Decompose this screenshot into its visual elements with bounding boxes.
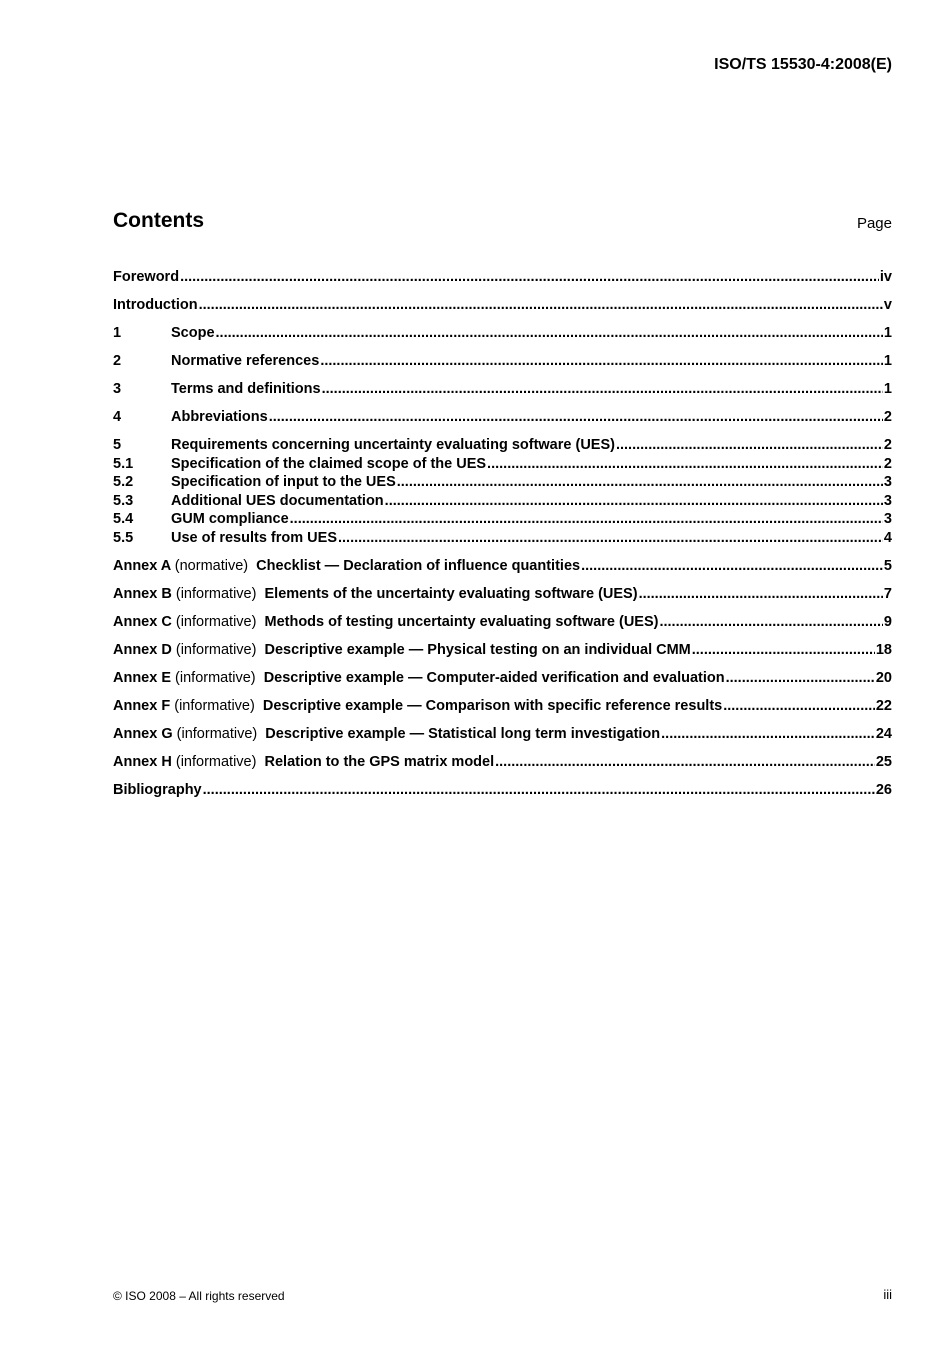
- toc-entry-page: 18: [875, 641, 892, 658]
- toc-entry-title: Scope: [171, 325, 215, 341]
- dot-leader: [385, 492, 883, 511]
- annex-label: Annex F: [113, 697, 171, 714]
- toc-entry-annex-g[interactable]: [113, 725, 892, 744]
- toc-entry-number: 5.3: [113, 492, 134, 509]
- annex-label: Annex E: [113, 669, 172, 686]
- dot-leader: [639, 585, 883, 604]
- toc-entry-title: GUM compliance: [171, 511, 289, 527]
- annex-label: Annex B: [113, 585, 172, 602]
- dot-leader: [616, 436, 883, 455]
- dot-leader: [723, 697, 875, 716]
- toc-entry-annex-h[interactable]: [113, 753, 892, 772]
- annex-kind: (informative): [176, 725, 258, 742]
- toc-entry-foreword[interactable]: [113, 268, 892, 287]
- toc-entry-title: [113, 585, 638, 604]
- annex-kind: (informative): [175, 613, 257, 630]
- annex-kind: (informative): [175, 669, 256, 686]
- toc-entry-title: [113, 557, 580, 576]
- toc-entry-page: 26: [875, 781, 892, 798]
- toc-entry-number: 5.5: [113, 529, 134, 546]
- dot-leader: [216, 324, 883, 343]
- document-id: ISO/TS 15530-4:2008(E): [714, 56, 892, 73]
- toc-entry-number: 5.2: [113, 474, 134, 490]
- copyright-notice: © ISO 2008 – All rights reserved: [113, 1289, 285, 1303]
- dot-leader: [726, 669, 875, 688]
- toc-entry-title: [113, 753, 494, 772]
- toc-entry-annex-d[interactable]: [113, 641, 892, 660]
- annex-title: Descriptive example — Comparison with specific reference results: [262, 697, 723, 714]
- dot-leader: [581, 557, 883, 576]
- toc-entry-number: 5.4: [113, 511, 134, 527]
- dot-leader: [320, 352, 883, 371]
- toc-entry-page: 2: [883, 437, 892, 453]
- dot-leader: [269, 408, 883, 427]
- toc-entry-page: 20: [875, 669, 892, 686]
- toc-entry-annex-c[interactable]: [113, 613, 892, 632]
- annex-title: Checklist — Declaration of influence quantities: [256, 557, 581, 574]
- toc-entry-page: 1: [883, 381, 892, 397]
- toc-entry-page: 1: [883, 325, 892, 341]
- dot-leader: [692, 641, 875, 660]
- toc-entry-title: Normative references: [171, 353, 320, 369]
- toc-entry-page: 1: [883, 353, 892, 369]
- toc-entry-5-3[interactable]: [113, 492, 892, 511]
- page-number: iii: [883, 1287, 892, 1302]
- toc-entry-title: Introduction: [113, 297, 198, 313]
- toc-entry-page: 3: [883, 492, 892, 509]
- toc-entry-page: 24: [875, 725, 892, 742]
- toc-entry-title: Foreword: [113, 269, 180, 285]
- contents-heading: Contents: [113, 209, 204, 232]
- annex-title: Elements of the uncertainty evaluating software (UES): [264, 585, 638, 602]
- toc-entry-page: 7: [883, 585, 892, 602]
- toc-entry-page: 25: [875, 753, 892, 770]
- dot-leader: [397, 473, 883, 492]
- toc-entry-page: 4: [883, 529, 892, 546]
- toc-entry-title: Bibliography: [113, 781, 202, 798]
- annex-title: Methods of testing uncertainty evaluating software (UES): [264, 613, 659, 630]
- toc-entry-page: 9: [883, 613, 892, 630]
- annex-label: Annex H: [113, 753, 172, 770]
- dot-leader: [661, 725, 875, 744]
- toc-entry-5-5[interactable]: [113, 529, 892, 548]
- annex-label: Annex D: [113, 641, 172, 658]
- annex-title: Descriptive example — Statistical long term investigation: [265, 725, 661, 742]
- toc-entry-terms-definitions[interactable]: [113, 380, 892, 399]
- toc-entry-title: Specification of input to the UES: [171, 474, 396, 490]
- toc-entry-title: Specification of the claimed scope of the UES: [171, 455, 487, 472]
- toc-entry-title: [113, 725, 660, 744]
- toc-entry-page: v: [883, 297, 892, 313]
- toc-entry-annex-f[interactable]: [113, 697, 892, 716]
- toc-entry-number: 4: [113, 409, 122, 425]
- toc-entry-annex-e[interactable]: [113, 669, 892, 688]
- annex-kind: (normative): [174, 557, 249, 574]
- toc-entry-title: [113, 641, 691, 660]
- annex-kind: (informative): [175, 585, 257, 602]
- dot-leader: [199, 296, 883, 315]
- page-column-label: Page: [856, 215, 892, 232]
- annex-title: Descriptive example — Computer-aided verification and evaluation: [263, 669, 725, 686]
- dot-leader: [659, 613, 882, 632]
- dot-leader: [203, 781, 875, 800]
- dot-leader: [487, 455, 883, 474]
- toc-entry-page: 5: [883, 557, 892, 574]
- toc-entry-title: Abbreviations: [171, 409, 268, 425]
- toc-entry-scope[interactable]: [113, 324, 892, 343]
- annex-label: Annex G: [113, 725, 173, 742]
- toc-entry-title: Use of results from UES: [171, 529, 337, 546]
- toc-entry-title: Terms and definitions: [171, 381, 321, 397]
- toc-entry-normative-references[interactable]: [113, 352, 892, 371]
- dot-leader: [180, 268, 879, 287]
- toc-entry-page: 3: [883, 474, 892, 490]
- toc-entry-page: 3: [883, 511, 892, 527]
- annex-kind: (informative): [175, 641, 257, 658]
- toc-entry-page: 2: [883, 409, 892, 425]
- toc-entry-5-1[interactable]: [113, 455, 892, 474]
- toc-entry-5-4[interactable]: [113, 510, 892, 529]
- toc-entry-annex-b[interactable]: [113, 585, 892, 604]
- toc-entry-requirements[interactable]: [113, 436, 892, 455]
- toc-entry-number: 5: [113, 437, 122, 453]
- dot-leader: [338, 529, 883, 548]
- toc-entry-annex-a[interactable]: [113, 557, 892, 576]
- dot-leader: [322, 380, 883, 399]
- annex-label: Annex C: [113, 613, 172, 630]
- annex-title: Descriptive example — Physical testing on an individual CMM: [264, 641, 691, 658]
- annex-label: Annex A: [113, 557, 171, 574]
- toc-entry-page: iv: [879, 269, 892, 285]
- table-of-contents: [113, 268, 892, 799]
- toc-entry-title: [113, 697, 722, 716]
- annex-title: Relation to the GPS matrix model: [264, 753, 495, 770]
- toc-entry-page: 22: [875, 697, 892, 714]
- toc-entry-title: [113, 613, 658, 632]
- annex-kind: (informative): [175, 753, 257, 770]
- annex-kind: (informative): [174, 697, 255, 714]
- toc-entry-introduction[interactable]: [113, 296, 892, 315]
- toc-entry-page: 2: [883, 455, 892, 472]
- toc-entry-number: 5.1: [113, 455, 134, 472]
- toc-entry-title: [113, 669, 725, 688]
- toc-entry-number: 2: [113, 353, 122, 369]
- dot-leader: [495, 753, 875, 772]
- toc-entry-number: 3: [113, 381, 122, 397]
- toc-entry-title: Additional UES documentation: [171, 492, 384, 509]
- toc-entry-bibliography[interactable]: [113, 781, 892, 800]
- toc-entry-5-2[interactable]: [113, 473, 892, 492]
- toc-entry-abbreviations[interactable]: [113, 408, 892, 427]
- dot-leader: [290, 510, 883, 529]
- toc-entry-title: Requirements concerning uncertainty evaluating software (UES): [171, 437, 615, 453]
- toc-entry-number: 1: [113, 325, 122, 341]
